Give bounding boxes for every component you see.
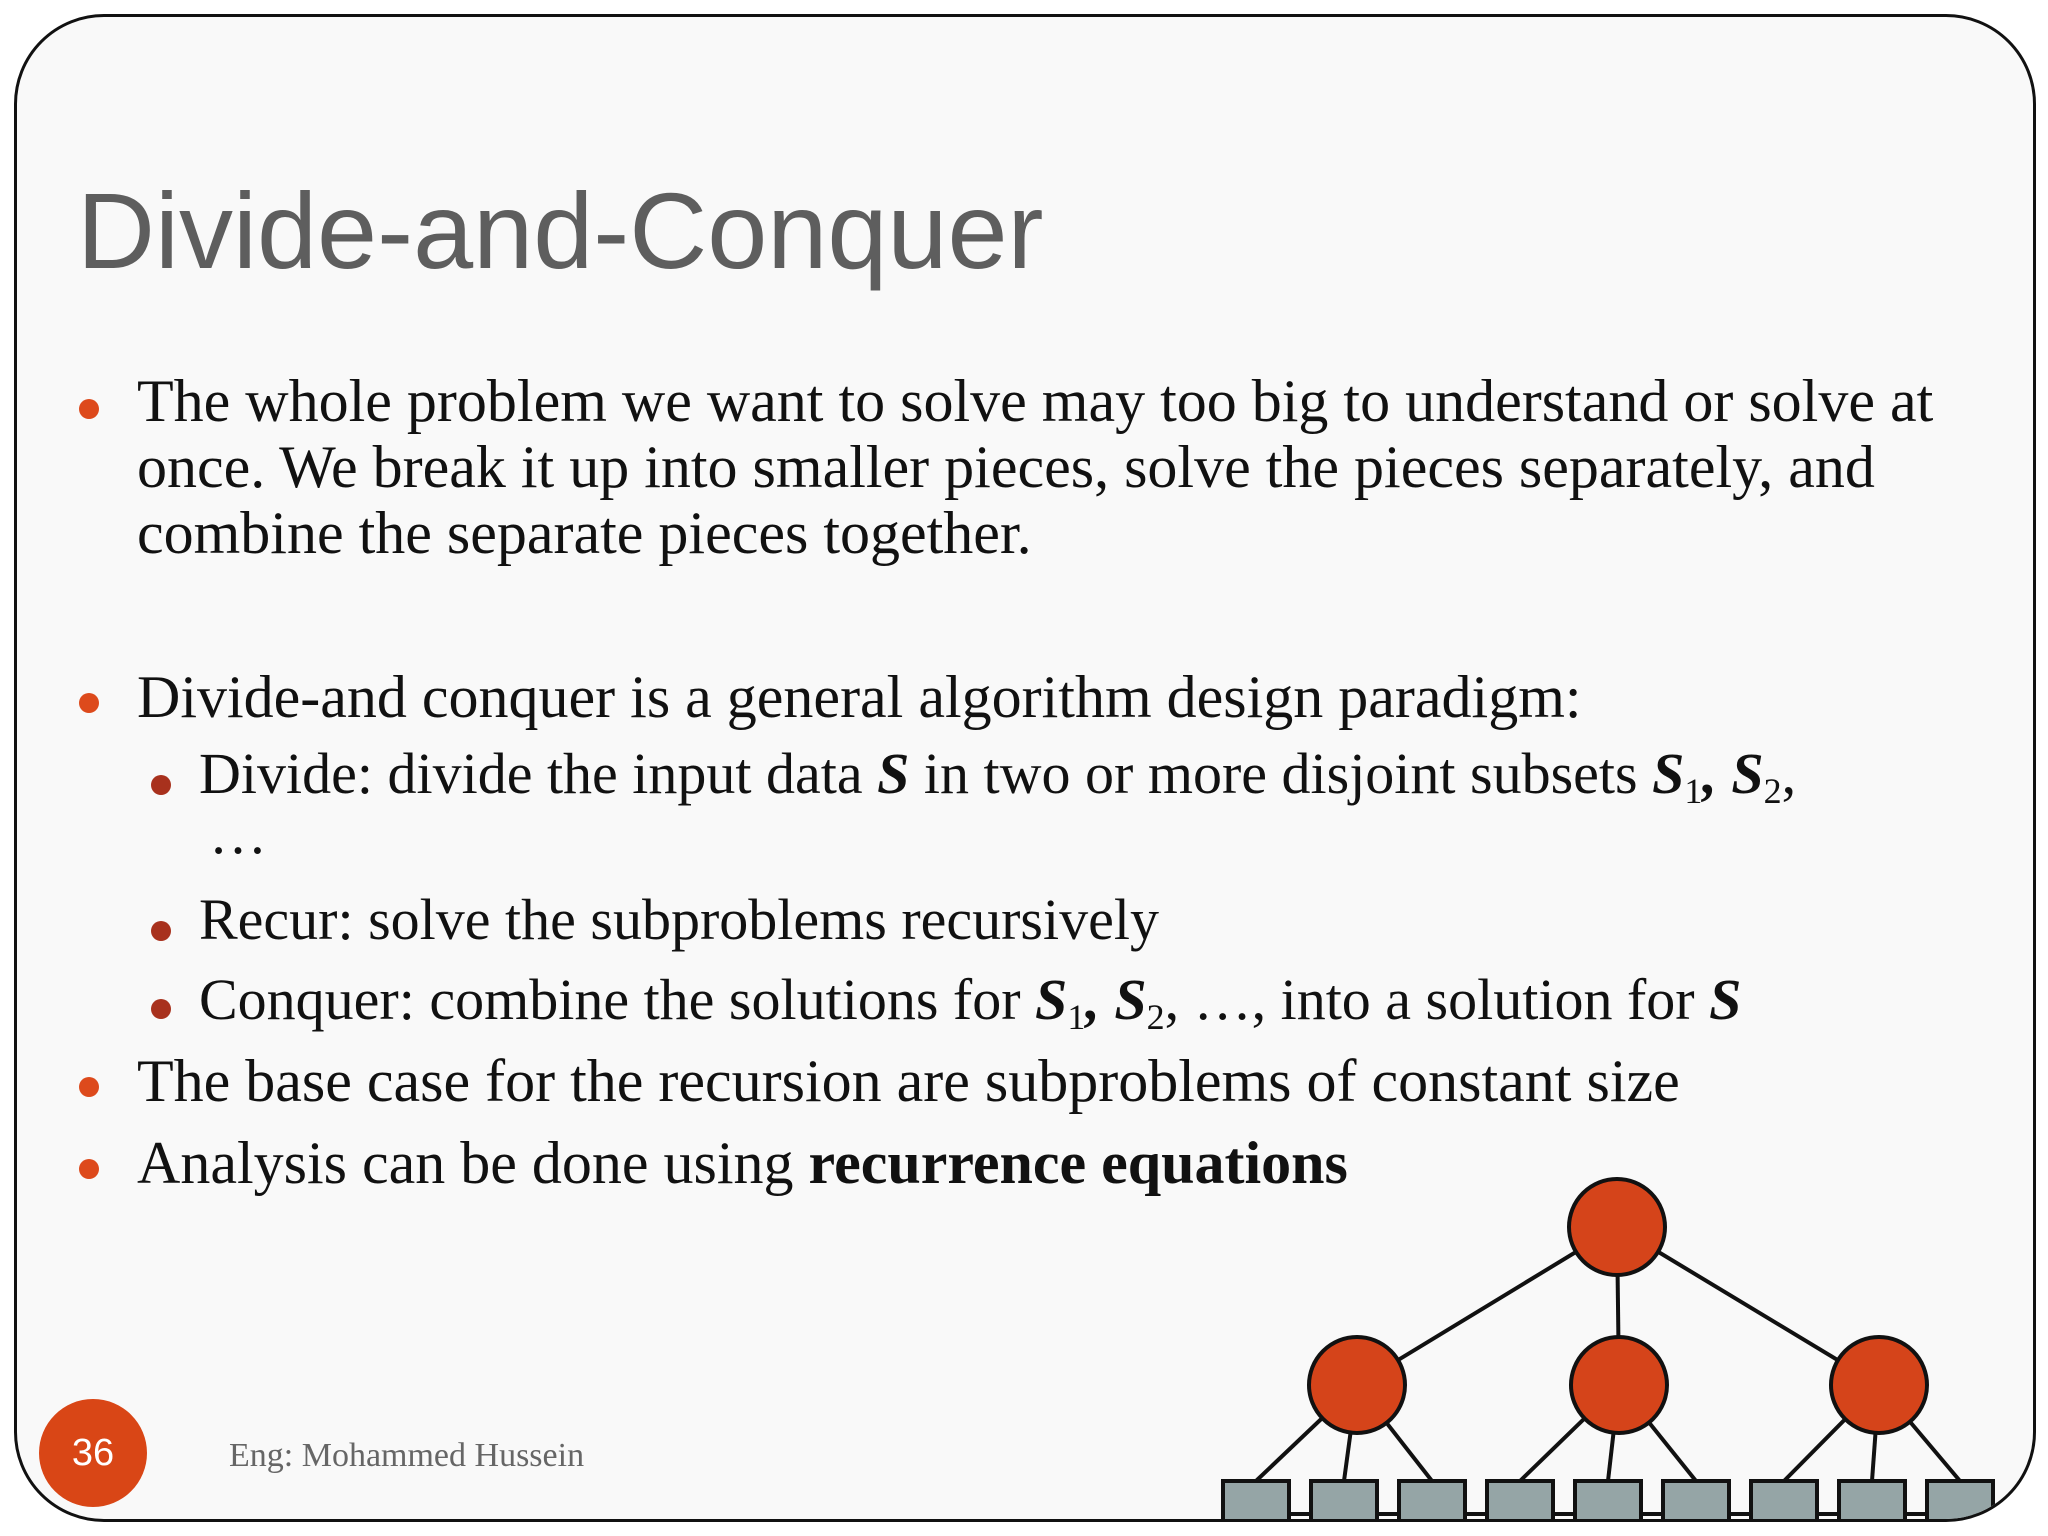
bullet-1-line-1: The whole problem we want to solve may too big to understand or solve at	[137, 368, 1934, 434]
bullet-1-line-2: once. We break it up into smaller pieces, solve the pieces separately, and	[137, 434, 1875, 500]
bullet-dot	[79, 1159, 99, 1179]
sub-bullet-recur: Recur: solve the subproblems recursively	[199, 887, 1159, 952]
tree-root-node	[1569, 1179, 1665, 1275]
tree-leaf-node	[1311, 1481, 1377, 1522]
sub-bullet-dot	[151, 999, 171, 1019]
tree-leaf-node	[1663, 1481, 1729, 1522]
tree-leaf-node	[1839, 1481, 1905, 1522]
page-number: 36	[71, 1431, 115, 1474]
bullet-1-line-3: combine the separate pieces together.	[137, 500, 1032, 566]
bullet-4: Analysis can be done using recurrence equations	[137, 1130, 1348, 1196]
tree-leaf-node	[1487, 1481, 1553, 1522]
sub-bullet-dot	[151, 775, 171, 795]
bullet-dot	[79, 399, 99, 419]
sub-bullet-divide: Divide: divide the input data S in two or more disjoint subsets $S_1$, $S_2$,	[199, 741, 1797, 811]
bullet-2: Divide-and conquer is a general algorithm design paradigm:	[137, 664, 1582, 730]
bullet-dot	[79, 1077, 99, 1097]
sub-bullet-divide-continuation: …	[209, 801, 267, 866]
tree-leaf-node	[1751, 1481, 1817, 1522]
tree-internal-node	[1571, 1337, 1667, 1433]
tree-internal-node	[1309, 1337, 1405, 1433]
page-number-badge	[39, 1399, 147, 1507]
sub-bullet-dot	[151, 921, 171, 941]
bullet-dot	[79, 693, 99, 713]
tree-leaf-node	[1399, 1481, 1465, 1522]
footer-author: Eng: Mohammed Hussein	[229, 1437, 585, 1474]
bullet-3: The base case for the recursion are subproblems of constant size	[137, 1048, 1680, 1114]
slide-title: Divide-and-Conquer	[77, 170, 1044, 291]
slide	[14, 14, 2036, 1522]
tree-leaf-node	[1927, 1481, 1993, 1522]
tree-leaf-node	[1575, 1481, 1641, 1522]
recursion-tree-diagram	[1207, 1157, 2027, 1522]
tree-leaf-node	[1223, 1481, 1289, 1522]
sub-bullet-conquer: Conquer: combine the solutions for $S_1$, $S_2$, …, into a solution for S	[199, 967, 1742, 1037]
tree-internal-node	[1831, 1337, 1927, 1433]
